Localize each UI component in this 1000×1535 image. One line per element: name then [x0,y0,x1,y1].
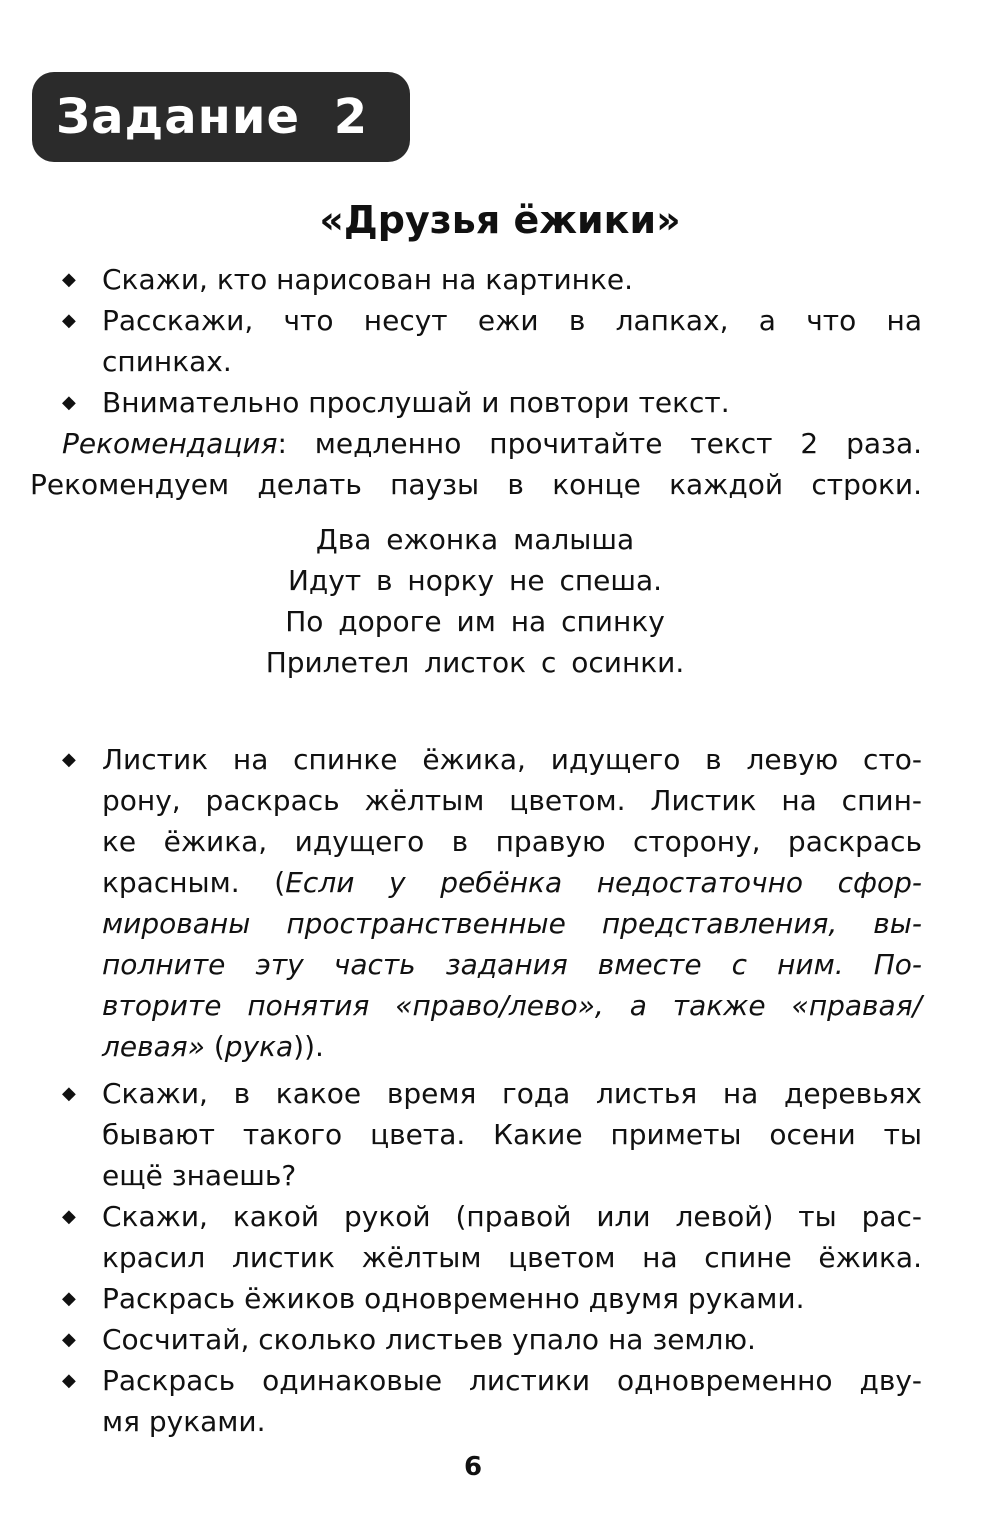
recommendation-label: Рекомендация [62,427,278,460]
bullet-text: Раскрась одинаковые листики одновременно дву- [102,1364,922,1397]
bullet-text: Сосчитай, сколько листьев упало на землю. [102,1323,756,1356]
note-text: мированы пространственные представления, вы- [102,907,922,940]
bullet-icon: ◆ [62,1329,76,1350]
bullet-text: спинках. [102,345,232,378]
recommendation-line-2: Рекомендуем делать паузы в конце каждой строки. [30,468,922,501]
recommendation-text: : медленно прочитайте текст 2 раза. [277,427,922,460]
bullet-text: рону, раскрась жёлтым цветом. Листик на спин- [102,784,922,817]
bullet-text: мя руками. [102,1405,266,1438]
note-text: рука [224,1030,294,1063]
bullet-text: Скажи, кто нарисован на картинке. [102,263,633,296]
bullet-icon: ◆ [62,269,76,290]
page-number: 6 [463,1452,483,1482]
bullet-text: Листик на спинке ёжика, идущего в левую сто- [102,743,922,776]
bullet-text: Внимательно прослушай и повтори текст. [102,386,730,419]
bullet-icon: ◆ [62,392,76,413]
bullet-text: красил листик жёлтым цветом на спине ёжика. [102,1241,922,1274]
bullet-text: бывают такого цвета. Какие приметы осени ты [102,1118,922,1151]
bullet-icon: ◆ [62,1370,76,1391]
poem-line: По дороге им на спинку [285,605,665,638]
note-text: вторите понятия «право/лево», а также «правая/ [102,989,922,1022]
bullet-text: Скажи, какой рукой (правой или левой) ты рас- [102,1200,922,1233]
recommendation-line-1 [62,423,922,464]
task-badge [32,72,410,162]
bullet-text: ещё знаешь? [102,1159,297,1192]
bullet-icon: ◆ [62,749,76,770]
poem-line: Два ежонка малыша [315,523,635,556]
bullet-text: ке ёжика, идущего в правую сторону, раскрась [102,825,922,858]
bullet-icon: ◆ [62,1288,76,1309]
note-text: левая» [102,1030,205,1063]
workbook-page: Задание 2 «Друзья ёжики» ◆ Скажи, кто нарисован на картинке. ◆ Расскажи, что несут ежи в лапках, а что на спинках. ◆ Внимательно прослушай и повтори текст. Рекомендация: медленно прочитайте текст 2 раза. Рекомендуем делать паузы в конце каждой строки. Два ежонка малыша Идут в норку не спеша. По дороге им на спинку Прилетел листок с осинки. ◆ Листик на спинке ёжика, идущего в левую сто- рону, раскрась жёлтым цветом. Листик на спин- ке ёжика, идущего в правую сторону, раскрась красным. (Если у ребёнка недостаточно сфор- мированы пространственные представления, вы- полните эту часть задания вместе с ним. По- вторите понятия «право/лево», а также «правая/ левая» (рука)). ◆ Скажи, в какое время года листья на деревьях бывают такого цвета. Какие приметы осени ты ещё знаешь? ◆ Скажи, какой рукой (правой или левой) ты рас- красил листик жёлтым цветом на спине ёжика. ◆ Раскрась ёжиков одновременно двумя руками. ◆ Сосчитай, сколько листьев упало на землю. ◆ Раскрась одинаковые листики одновременно дву- мя руками. 6 [0,0,1000,1535]
bullet-icon: ◆ [62,1083,76,1104]
poem-line: Идут в норку не спеша. [287,564,663,597]
page-title: «Друзья ёжики» [319,198,681,242]
note-text: Если у ребёнка недостаточно сфор- [285,866,923,899]
poem-line: Прилетел листок с осинки. [265,646,685,679]
note-text: полните эту часть задания вместе с ним. По- [102,948,922,981]
bullet-text: Расскажи, что несут ежи в лапках, а что на [102,304,922,337]
bullet-text: Скажи, в какое время года листья на деревьях [102,1077,922,1110]
task-label: Задание 2 [56,89,369,145]
bullet-icon: ◆ [62,310,76,331]
bullet-text: красным. ( [102,866,286,899]
bullet-icon: ◆ [62,1206,76,1227]
bullet-text: Раскрась ёжиков одновременно двумя руками. [102,1282,805,1315]
